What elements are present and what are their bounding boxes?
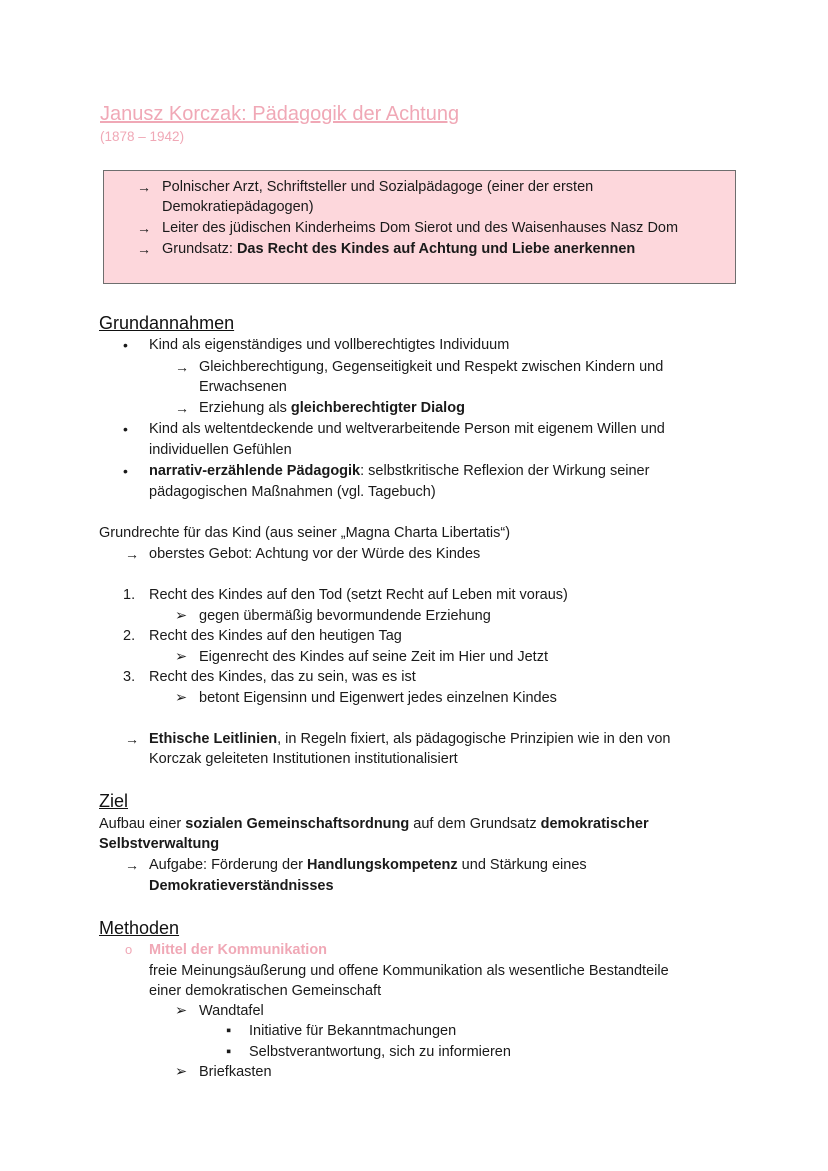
oberstes-gebot: oberstes Gebot: Achtung vor der Würde des Kindes [149, 546, 481, 562]
wandtafel: Wandtafel [199, 1003, 264, 1019]
triangle-icon: ➢ [175, 608, 188, 624]
ziel-text-a: Aufbau einer [99, 816, 186, 832]
arrow-icon: → [175, 400, 189, 416]
grundannahme-3-cont: pädagogischen Maßnahmen (vgl. Tagebuch) [149, 484, 436, 500]
arrow-icon: → [137, 179, 151, 195]
ziel-aufgabe-a: Aufgabe: Förderung der [149, 857, 307, 873]
grundannahme-3-bold: narrativ-erzählende Pädagogik [149, 463, 361, 479]
grundannahme-2: Kind als weltentdeckende und weltverarbeitende Person mit eigenem Willen und [149, 421, 665, 437]
grundannahme-1: Kind als eigenständiges und vollberechtigtes Individuum [149, 337, 510, 353]
triangle-icon: ➢ [175, 690, 188, 706]
recht-1-sub: gegen übermäßig bevormundende Erziehung [199, 608, 491, 624]
recht-3-number: 3. [123, 669, 136, 685]
bullet-icon: • [123, 463, 128, 479]
ziel-aufgabe-c: und Stärkung eines [457, 857, 587, 873]
ethische-leitlinien-rest: , in Regeln fixiert, als pädagogische Prinzipien wie in den von [277, 731, 671, 747]
ziel-bold-d: demokratischer [540, 816, 649, 832]
intro-item-3-prefix: Grundsatz: [162, 241, 237, 257]
recht-2: Recht des Kindes auf den heutigen Tag [149, 628, 402, 644]
arrow-icon: → [125, 857, 139, 873]
life-years: (1878 – 1942) [100, 129, 185, 144]
ziel-bold-b: sozialen Gemeinschaftsordnung [185, 816, 410, 832]
wandtafel-sub-2: Selbstverantwortung, sich zu informieren [249, 1044, 511, 1060]
recht-3-sub: betont Eigensinn und Eigenwert jedes einzelnen Kindes [199, 690, 557, 706]
ziel-aufgabe-bold-line-2: Demokratieverständnisses [149, 878, 334, 894]
intro-item-2: Leiter des jüdischen Kinderheims Dom Sierot und des Waisenhauses Nasz Dom [162, 220, 679, 236]
circle-bullet-icon: o [125, 942, 133, 957]
methode-kommunikation-desc: freie Meinungsäußerung und offene Kommunikation als wesentliche Bestandteile [149, 963, 669, 979]
bullet-icon: • [123, 421, 128, 437]
recht-2-number: 2. [123, 628, 136, 644]
grundannahme-2-cont: individuellen Gefühlen [149, 442, 292, 458]
arrow-icon: → [175, 359, 189, 375]
intro-item-1-cont: Demokratiepädagogen) [162, 199, 314, 215]
triangle-icon: ➢ [175, 649, 188, 665]
recht-1: Recht des Kindes auf den Tod (setzt Recht auf Leben mit voraus) [149, 587, 568, 603]
methode-kommunikation-desc-cont: einer demokratischen Gemeinschaft [149, 983, 382, 999]
square-bullet-icon: ▪ [226, 1023, 232, 1039]
arrow-icon: → [125, 546, 139, 562]
briefkasten: Briefkasten [199, 1064, 272, 1080]
ethische-leitlinien-cont: Korczak geleiteten Institutionen institutionalisiert [149, 751, 458, 767]
ziel-aufgabe-bold: Handlungskompetenz [307, 857, 458, 873]
bullet-icon: • [123, 337, 128, 353]
heading-methoden: Methoden [99, 918, 180, 938]
ziel-line-1 [99, 814, 649, 834]
square-bullet-icon: ▪ [226, 1044, 232, 1060]
arrow-icon: → [137, 220, 151, 236]
grundannahme-1-sub-2-prefix: Erziehung als [199, 400, 291, 416]
triangle-icon: ➢ [175, 1064, 188, 1080]
ziel-bold-line-2: Selbstverwaltung [99, 836, 220, 852]
intro-item-3-bold: Das Recht des Kindes auf Achtung und Liebe anerkennen [236, 241, 636, 257]
grundannahme-1-sub-2-bold: gleichberechtigter Dialog [290, 400, 465, 416]
ziel-text-c: auf dem Grundsatz [409, 816, 541, 832]
ethische-leitlinien [149, 729, 670, 749]
wandtafel-sub-1: Initiative für Bekanntmachungen [249, 1023, 457, 1039]
grundannahme-3-rest: : selbstkritische Reflexion der Wirkung seiner [360, 463, 650, 479]
methode-kommunikation: Mittel der Kommunikation [149, 942, 328, 958]
grundrechte-intro: Grundrechte für das Kind (aus seiner „Magna Charta Libertatis“) [99, 525, 511, 541]
grundannahme-3 [149, 461, 649, 481]
recht-2-sub: Eigenrecht des Kindes auf seine Zeit im Hier und Jetzt [199, 649, 548, 665]
grundannahme-1-sub-1: Gleichberechtigung, Gegenseitigkeit und Respekt zwischen Kindern und [199, 359, 664, 375]
heading-ziel: Ziel [99, 791, 129, 811]
ziel-aufgabe [149, 855, 587, 875]
ziel-aufgabe-cont [149, 876, 334, 896]
grundannahme-1-sub-2 [199, 398, 465, 418]
page-title: Janusz Korczak: Pädagogik der Achtung [100, 103, 460, 125]
triangle-icon: ➢ [175, 1003, 188, 1019]
intro-item-3 [162, 239, 635, 259]
recht-3: Recht des Kindes, das zu sein, was es ist [149, 669, 416, 685]
ziel-line-2 [99, 834, 219, 854]
arrow-icon: → [137, 241, 151, 257]
heading-grundannahmen: Grundannahmen [99, 313, 235, 333]
grundannahme-1-sub-1-cont: Erwachsenen [199, 379, 287, 395]
intro-item-1: Polnischer Arzt, Schriftsteller und Sozialpädagoge (einer der ersten [162, 179, 594, 195]
recht-1-number: 1. [123, 587, 136, 603]
ethische-leitlinien-bold: Ethische Leitlinien [149, 731, 278, 747]
arrow-icon: → [125, 731, 139, 747]
